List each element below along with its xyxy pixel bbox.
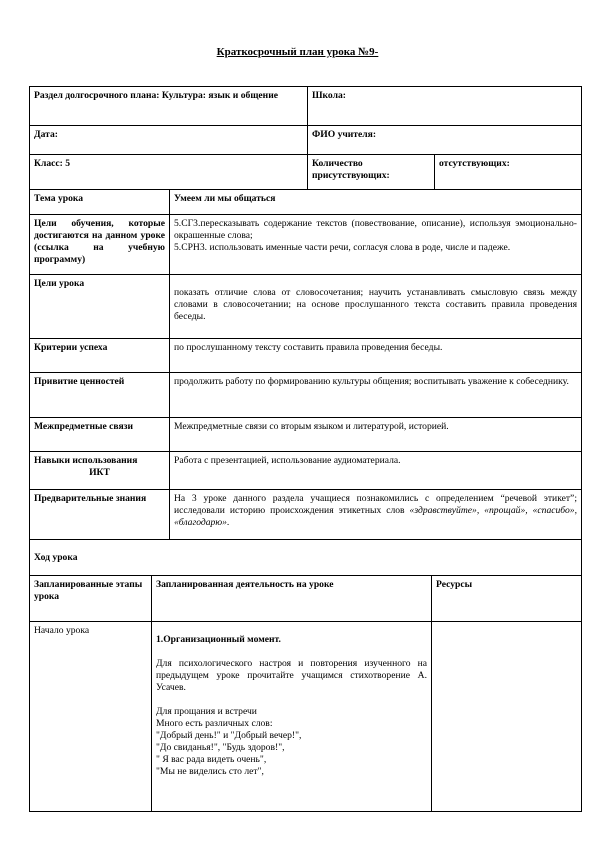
absent-cell: отсутствующих: xyxy=(435,155,582,190)
goals-value xyxy=(170,215,582,275)
criteria-label: Критерии успеха xyxy=(30,339,170,373)
poem xyxy=(156,706,427,778)
links-label: Межпредметные связи xyxy=(30,418,170,452)
ict-label-line-1: Навыки использования xyxy=(34,455,138,466)
topic-value: Умеем ли мы общаться xyxy=(170,190,582,215)
ict-label-line-2: ИКТ xyxy=(89,467,110,478)
ict-label xyxy=(30,452,170,490)
lesson-plan-document xyxy=(29,86,581,812)
poem-line: Для прощания и встречи xyxy=(156,706,257,717)
criteria-value: по прослушанному тексту составить правила проведения беседы. xyxy=(170,339,582,373)
values-label: Привитие ценностей xyxy=(30,373,170,418)
topic-label: Тема урока xyxy=(30,190,170,215)
prior-text: На 3 уроке данного раздела учащиеся познакомились с определением “речевой этикет”; исследовали историю происхождения этикетных слов xyxy=(174,493,577,516)
goals-line-2: 5.СРН3. использовать именные части речи, согласуя слова в роде, числе и падеже. xyxy=(174,242,511,253)
page-title: Краткосрочный план урока №9- xyxy=(216,46,379,58)
links-value: Межпредметные связи со вторым языком и литературой, историей. xyxy=(170,418,582,452)
activity-cell xyxy=(152,622,432,812)
col-stages: Запланированные этапы урока xyxy=(30,576,152,622)
header-table xyxy=(29,86,582,190)
poem-line: " Я вас рада видеть очень", xyxy=(156,754,267,765)
prior-value xyxy=(170,490,582,540)
poem-line: Много есть различных слов: xyxy=(156,718,273,729)
prior-words: «здравствуйте», «прощай», «спасибо», «благодарю» xyxy=(174,505,577,528)
section-cell: Раздел долгосрочного плана: Культура: язык и общение xyxy=(30,87,308,126)
aims-text: показать отличие слова от словосочетания; научить устанавливать смысловую связь между словами в словосочетании; на основе прослушанного текста составить правила проведения беседы. xyxy=(174,287,577,322)
goals-line-1: 5.СГ3.пересказывать содержание текстов (повествование, описание), используя эмоционально-окрашенные слова; xyxy=(174,218,577,241)
aims-label: Цели урока xyxy=(30,275,170,339)
teacher-cell: ФИО учителя: xyxy=(308,126,582,155)
poem-line: "Добрый день!" и "Добрый вечер!", xyxy=(156,730,302,741)
stage-start: Начало урока xyxy=(30,622,152,812)
lesson-info-table xyxy=(29,189,582,540)
activity-text: Для психологического настроя и повторения изученного на предыдущем уроке прочитайте учащимся стихотворение А. Усачев. xyxy=(156,658,427,693)
ict-value: Работа с презентацией, использование аудиоматериала. xyxy=(170,452,582,490)
prior-dot: . xyxy=(226,517,230,528)
course-heading: Ход урока xyxy=(30,540,582,576)
aims-value xyxy=(170,275,582,339)
prior-label: Предварительные знания xyxy=(30,490,170,540)
poem-line: "До свиданья!", "Будь здоров!", xyxy=(156,742,285,753)
values-value: продолжить работу по формированию культуры общения; воспитывать уважение к собеседнику. xyxy=(170,373,582,418)
resources-cell xyxy=(432,622,582,812)
poem-line: "Мы не виделись сто лет", xyxy=(156,766,264,777)
school-cell: Школа: xyxy=(308,87,582,126)
class-cell: Класс: 5 xyxy=(30,155,308,190)
col-resources: Ресурсы xyxy=(432,576,582,622)
activity-title: 1.Организационный момент. xyxy=(156,634,281,645)
present-cell: Количество присутствующих: xyxy=(308,155,435,190)
goals-label: Цели обучения, которые достигаются на данном уроке (ссылка на учебную программу) xyxy=(30,215,170,275)
course-table xyxy=(29,539,582,812)
col-activity: Запланированная деятельность на уроке xyxy=(152,576,432,622)
date-cell: Дата: xyxy=(30,126,308,155)
